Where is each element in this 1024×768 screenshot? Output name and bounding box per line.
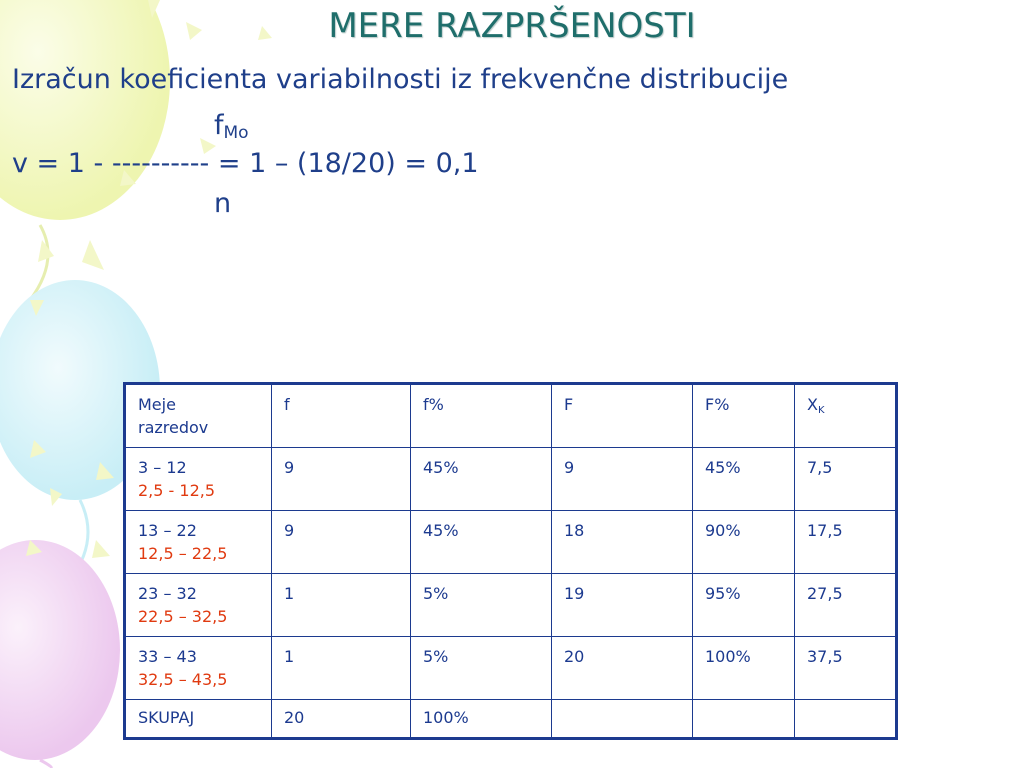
table-row bbox=[125, 637, 897, 700]
header-f-percent: f% bbox=[411, 384, 552, 448]
table-row bbox=[125, 574, 897, 637]
cell-cumulative-percent: 45% bbox=[693, 448, 795, 511]
cell-cumulative-percent: 95% bbox=[693, 574, 795, 637]
cell-cumulative-f: 20 bbox=[552, 637, 693, 700]
cell-midpoint: 17,5 bbox=[795, 511, 897, 574]
cell-total-f-percent: 100% bbox=[411, 700, 552, 739]
slide-subtitle: Izračun koeficienta variabilnosti iz frekvenčne distribucije bbox=[12, 64, 789, 95]
formula-main-line: v = 1 - ---------- = 1 – (18/20) = 0,1 bbox=[12, 148, 479, 179]
cell-f-percent: 5% bbox=[411, 637, 552, 700]
cell-range: 13 – 22 12,5 – 22,5 bbox=[125, 511, 272, 574]
header-f: f bbox=[272, 384, 411, 448]
cell-total-label: SKUPAJ bbox=[125, 700, 272, 739]
table-row bbox=[125, 511, 897, 574]
cell-empty bbox=[552, 700, 693, 739]
cell-range: 23 – 32 22,5 – 32,5 bbox=[125, 574, 272, 637]
cell-midpoint: 7,5 bbox=[795, 448, 897, 511]
cell-cumulative-percent: 100% bbox=[693, 637, 795, 700]
cell-cumulative-f: 19 bbox=[552, 574, 693, 637]
cell-f: 1 bbox=[272, 574, 411, 637]
header-cumulative-f: F bbox=[552, 384, 693, 448]
cell-f: 9 bbox=[272, 448, 411, 511]
cell-midpoint: 27,5 bbox=[795, 574, 897, 637]
cell-midpoint: 37,5 bbox=[795, 637, 897, 700]
cell-f-percent: 45% bbox=[411, 511, 552, 574]
cell-total-f: 20 bbox=[272, 700, 411, 739]
table-header-row bbox=[125, 384, 897, 448]
cell-f-percent: 45% bbox=[411, 448, 552, 511]
cell-cumulative-f: 9 bbox=[552, 448, 693, 511]
cell-range: 33 – 43 32,5 – 43,5 bbox=[125, 637, 272, 700]
formula-numerator bbox=[214, 110, 249, 143]
cell-f: 9 bbox=[272, 511, 411, 574]
header-cumulative-percent: F% bbox=[693, 384, 795, 448]
frequency-table bbox=[123, 382, 898, 740]
numerator-subscript: Mo bbox=[223, 123, 249, 143]
header-class-midpoint: $X_K$ bbox=[795, 384, 897, 448]
cell-cumulative-percent: 90% bbox=[693, 511, 795, 574]
cell-empty bbox=[693, 700, 795, 739]
formula-denominator: n bbox=[214, 188, 232, 219]
table-row bbox=[125, 448, 897, 511]
numerator-base: f bbox=[214, 110, 224, 141]
cell-f-percent: 5% bbox=[411, 574, 552, 637]
slide-title: MERE RAZPRŠENOSTI bbox=[328, 6, 696, 46]
cell-range: 3 – 12 2,5 - 12,5 bbox=[125, 448, 272, 511]
header-class-limits: Meje razredov bbox=[125, 384, 272, 448]
table-total-row bbox=[125, 700, 897, 739]
cell-empty bbox=[795, 700, 897, 739]
cell-f: 1 bbox=[272, 637, 411, 700]
cell-cumulative-f: 18 bbox=[552, 511, 693, 574]
